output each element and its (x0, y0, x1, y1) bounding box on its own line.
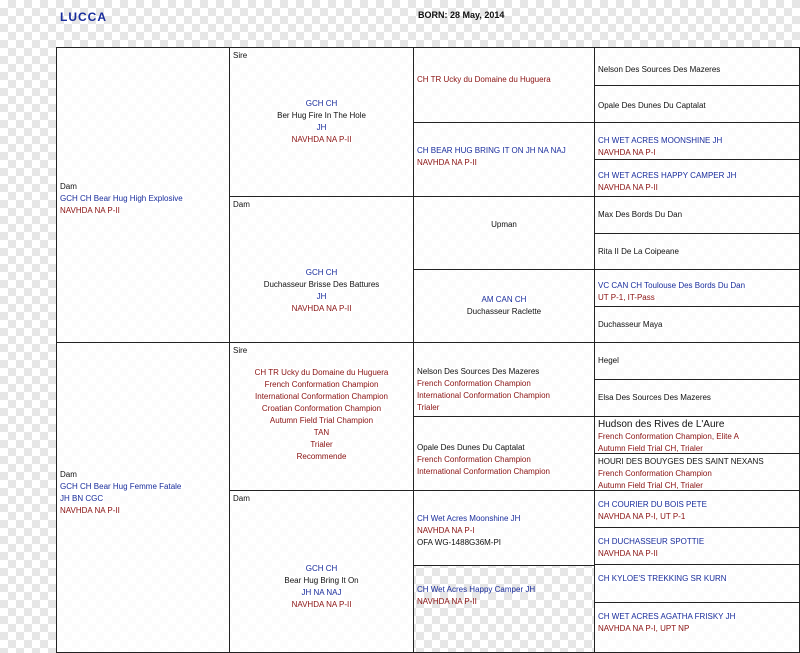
g4-houri (594, 453, 800, 491)
parent-label: Dam (233, 200, 250, 209)
pedigree-line: Duchasseur Maya (598, 320, 663, 329)
cell-content (417, 219, 591, 231)
cell-content (598, 135, 796, 159)
pedigree-line: NAVHDA NA P-II (291, 600, 352, 609)
birth-date: BORN: 28 May, 2014 (418, 10, 505, 20)
pedigree-line: Croatian Conformation Champion (261, 404, 382, 413)
parent-label: Sire (233, 346, 248, 355)
g4-rita-ii (594, 233, 800, 270)
g3-ucky-du-domaine (413, 47, 595, 123)
cell-content (598, 456, 796, 492)
pedigree-line: NAVHDA NA P-II (60, 506, 120, 515)
pedigree-line: NAVHDA NA P-I (417, 526, 475, 535)
pedigree-line: Rita II De La Coipeane (598, 247, 679, 256)
cell-content (598, 392, 796, 404)
pedigree-line: NAVHDA NA P-II (291, 304, 352, 313)
pedigree-line: Hudson des Rives de L'Aure (598, 419, 725, 430)
cell-content (598, 611, 796, 635)
g4-courier-du-bois-pete (594, 490, 800, 528)
g4-wet-acres-moonshine (594, 122, 800, 160)
pedigree-line: GCH CH (305, 564, 338, 573)
dog-name: LUCCA (60, 10, 107, 24)
pedigree-line: French Conformation Champion (417, 455, 531, 464)
pedigree-line: Recommende (296, 452, 347, 461)
g4-duchasseur-maya (594, 306, 800, 343)
pedigree-line: CH TR Ucky du Domaine du Huguera (254, 368, 389, 377)
g1-dam-femme-fatale (56, 342, 230, 653)
pedigree-line: Duchasseur Raclette (466, 307, 542, 316)
cell-content (598, 573, 796, 585)
pedigree-line: Trialer (310, 440, 333, 449)
pedigree-line: JH BN CGC (60, 494, 104, 503)
g4-kyloes-trekking (594, 564, 800, 603)
cell-content (417, 74, 591, 86)
g2-sire-ucky (229, 342, 414, 491)
pedigree-line: CH TR Ucky du Domaine du Huguera (417, 75, 551, 84)
pedigree-line: NAVHDA NA P-II (60, 206, 120, 215)
pedigree-line: NAVHDA NA P-I (598, 148, 656, 157)
parent-label: Sire (233, 51, 248, 60)
g4-duchasseur-spottie (594, 527, 800, 565)
g4-nelson (594, 47, 800, 86)
cell-content (598, 319, 796, 331)
pedigree-line: French Conformation Champion (264, 380, 379, 389)
pedigree-line: TAN (313, 428, 330, 437)
pedigree-line: VC CAN CH Toulouse Des Bords Du Dan (598, 281, 746, 290)
cell-content (598, 355, 796, 367)
cell-content (233, 563, 410, 611)
cell-content (417, 145, 591, 169)
pedigree-line: Nelson Des Sources Des Mazeres (417, 367, 540, 376)
pedigree-line: NAVHDA NA P-II (598, 549, 658, 558)
pedigree-line: French Conformation Champion, Elite A (598, 432, 739, 441)
g4-wet-acres-happy-camper (594, 159, 800, 197)
cell-content (233, 267, 410, 315)
pedigree-line: CH WET ACRES AGATHA FRISKY JH (598, 612, 736, 621)
pedigree-line: GCH CH (305, 99, 338, 108)
g3-opale-des-dunes (413, 416, 595, 491)
g4-agatha-frisky (594, 602, 800, 653)
g4-hudson (594, 416, 800, 454)
pedigree-line: NAVHDA NA P-I, UPT NP (598, 624, 690, 633)
g3-nelson-des-sources (413, 342, 595, 417)
pedigree-line: NAVHDA NA P-I, UT P-1 (598, 512, 686, 521)
cell-content (598, 100, 796, 112)
pedigree-line: Autumn Field Trial Champion (269, 416, 374, 425)
pedigree-line: French Conformation Champion (417, 379, 531, 388)
cell-content (417, 366, 591, 414)
cell-content (598, 170, 796, 194)
pedigree-line: NAVHDA NA P-II (291, 135, 352, 144)
pedigree-line: CH DUCHASSEUR SPOTTIE (598, 537, 705, 546)
pedigree-line: HOURI DES BOUYGES DES SAINT NEXANS (598, 457, 764, 466)
cell-content (598, 536, 796, 560)
g2-dam-brisse-des-battures (229, 196, 414, 343)
pedigree-line: Dam (60, 182, 77, 191)
pedigree-line: Hegel (598, 356, 619, 365)
pedigree-line: International Conformation Champion (417, 467, 550, 476)
pedigree-line: GCH CH (305, 268, 338, 277)
pedigree-line: International Conformation Champion (255, 392, 388, 401)
g3-upman (413, 196, 595, 270)
pedigree-line: CH COURIER DU BOIS PETE (598, 500, 707, 509)
pedigree-line: CH WET ACRES HAPPY CAMPER JH (598, 171, 737, 180)
pedigree-line: GCH CH Bear Hug Femme Fatale (60, 482, 182, 491)
parent-label: Dam (233, 494, 250, 503)
pedigree-line: GCH CH Bear Hug High Explosive (60, 194, 183, 203)
pedigree-line: UT P-1, IT-Pass (598, 293, 655, 302)
g3-bear-hug-bring-it-on (413, 122, 595, 197)
pedigree-line: Trialer (417, 403, 440, 412)
pedigree-line: CH Wet Acres Happy Camper JH (417, 585, 536, 594)
cell-content (598, 246, 796, 258)
g4-toulouse (594, 269, 800, 307)
pedigree-line: NAVHDA NA P-II (417, 158, 477, 167)
pedigree-line: Opale Des Dunes Du Captalat (417, 443, 525, 452)
g4-max-des-bords (594, 196, 800, 234)
pedigree-line: NAVHDA NA P-II (417, 597, 477, 606)
g2-dam-bring-it-on (229, 490, 414, 653)
pedigree-line: JH (316, 292, 327, 301)
cell-content (598, 419, 796, 455)
pedigree-line: JH (316, 123, 327, 132)
cell-content (417, 294, 591, 318)
pedigree-line: Duchasseur Brisse Des Battures (263, 280, 380, 289)
pedigree-line: NAVHDA NA P-II (598, 183, 658, 192)
pedigree-line: Bear Hug Bring It On (284, 576, 359, 585)
cell-content (60, 469, 226, 517)
pedigree-line: French Conformation Champion (598, 469, 712, 478)
g4-hegel (594, 342, 800, 380)
cell-content (417, 442, 591, 478)
pedigree-line: JH NA NAJ (301, 588, 342, 597)
pedigree-line: CH KYLOE'S TREKKING SR KURN (598, 574, 727, 583)
pedigree-line: CH WET ACRES MOONSHINE JH (598, 136, 723, 145)
cell-content (598, 499, 796, 523)
pedigree-line: Dam (60, 470, 77, 479)
pedigree-line: Max Des Bords Du Dan (598, 210, 683, 219)
pedigree-line: AM CAN CH (481, 295, 527, 304)
pedigree-line: CH BEAR HUG BRING IT ON JH NA NAJ (417, 146, 566, 155)
pedigree-line: Opale Des Dunes Du Captalat (598, 101, 706, 110)
cell-content (60, 181, 226, 217)
pedigree-line: Elsa Des Sources Des Mazeres (598, 393, 711, 402)
g4-elsa (594, 379, 800, 417)
cell-content (598, 64, 796, 76)
pedigree-line: OFA WG-1488G36M-PI (417, 538, 502, 547)
pedigree-line: Nelson Des Sources Des Mazeres (598, 65, 721, 74)
pedigree-line: Autumn Field Trial CH, Trialer (598, 481, 703, 490)
pedigree-line: Upman (491, 220, 517, 229)
cell-content (233, 98, 410, 146)
g4-opale (594, 85, 800, 123)
cell-content (598, 209, 796, 221)
pedigree-line: CH Wet Acres Moonshine JH (417, 514, 521, 523)
g3-divider (413, 565, 595, 653)
g1-dam-high-explosive (56, 47, 230, 343)
pedigree-line: Ber Hug Fire In The Hole (277, 111, 366, 120)
g2-sire-fire-in-the-hole (229, 47, 414, 197)
pedigree-line: Autumn Field Trial CH, Trialer (598, 444, 703, 453)
cell-content (598, 280, 796, 304)
g3-duchasseur-raclette (413, 269, 595, 343)
cell-content (233, 367, 410, 463)
pedigree-line: International Conformation Champion (417, 391, 550, 400)
